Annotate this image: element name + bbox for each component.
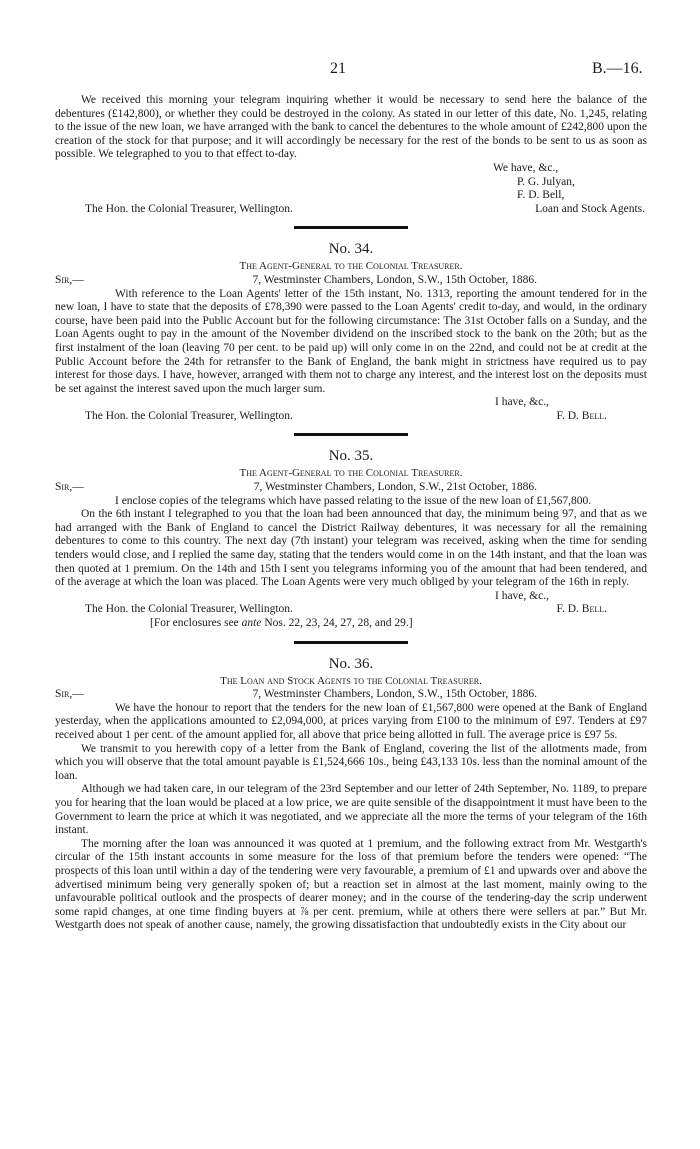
recipient: The Hon. the Colonial Treasurer, Wellington.	[85, 409, 293, 422]
document-body	[55, 58, 647, 933]
salutation: Sir,—	[55, 481, 84, 494]
salutation: Sir,—	[55, 273, 84, 286]
enclosure-note-ante: ante	[241, 617, 262, 629]
section-divider	[294, 226, 408, 229]
section-divider	[294, 641, 408, 644]
closing: I have, &c.,	[495, 589, 549, 602]
letter-number: No. 34.	[328, 241, 374, 258]
letter-number: No. 36.	[328, 655, 374, 672]
recipient: The Hon. the Colonial Treasurer, Wellington.	[85, 603, 293, 616]
intro-closing: We have, &c.,	[493, 161, 559, 174]
place-date: 7, Westminster Chambers, London, S.W., 15th October, 1886.	[252, 688, 537, 701]
letter-paragraph: We transmit to you herewith copy of a letter from the Bank of England, covering the list of the allotments made, from which you will observe that the total amount payable is £1,524,666 10s., being £43,133 10s. less than the nominal amount of the loan.	[55, 742, 647, 782]
intro-signers-title: Loan and Stock Agents.	[535, 202, 645, 215]
letter-paragraph: Although we had taken care, in our telegram of the 23rd September and our letter of 24th September, No. 1189, to prepare you for hearing that the loan would be placed at a low price, we are quite sensible of the disappointment it must have been to the Government to learn the price at which it was negotiated, and we appreciate all the more the terms of your telegram of the 16th instant.	[55, 783, 647, 837]
letter-heading: The Loan and Stock Agents to the Colonial Treasurer.	[220, 674, 482, 687]
signature: F. D. Bell.	[556, 603, 607, 616]
letter-paragraph: On the 6th instant I telegraphed to you that the loan had been announced that day, the minimum being 97, and that as we had arranged with the Bank of England to cancel the District Railway debentures, it was necessary for all the remaining debentures to come to this country. The next day (7th instant) your telegram was received, asking when the time for sending tenders would close, and I replied the same day, stating that the tenders would come in on the 14th instant, and that the loan was then quoted at 1 premium. On the 14th and 15th I sent you telegrams informing you of the amount that had been tendered, and of the average at which the loan was placed. The Loan Agents were very much obliged by your telegram of the 16th in reply.	[55, 508, 647, 589]
letter-heading: The Agent-General to the Colonial Treasurer.	[239, 467, 463, 480]
page-number: 21	[330, 60, 346, 77]
letter-paragraph: With reference to the Loan Agents' letter of the 15th instant, No. 1313, reporting the amount tendered for in the new loan, I have to state that the deposits of £78,390 were passed to the Loan Agents' credit to-day, and would, in the ordinary course, have been paid into the Public Account but for the following circumstance: The 31st October falls on a Sunday, and the Loan Agents ought to pay in the amount of the November dividend on the inscribed stock to the bank on the 20th; but as the first instalment of the loan (leaving 70 per cent. to be paid up) will only come in on the 22nd, and could not be at credit at the Public Account before the 24th for retransfer to the Bank of England, the bank might in strictness have required us to pay interest for those days. I have, however, arranged with them not to charge any interest, and the interest lost on the deposits must be set against the interest saved upon the much larger sum.	[55, 287, 647, 395]
letter-paragraph: The morning after the loan was announced it was quoted at 1 premium, and the following extract from Mr. Westgarth's circular of the 15th instant accounts in some measure for the loss of that premium before the tenders were opened: “The prospects of this loan until within a day of the tendering were very favourable, a premium of £1 and upwards over and above the advertised minimum being very generally spoken of; but a reaction set in almost at the last moment, mainly owing to the unfavourable political outlook and the prospects of dearer money; and in the course of the tendering-day the scrip underwent some rapid changes, at one time finding buyers at ⅞ per cent. premium, while at others there were sellers at par.” But Mr. Westgarth does not speak of another cause, namely, the growing dissatisfaction that undoubtedly exists in the City about our	[55, 837, 647, 932]
letter-heading: The Agent-General to the Colonial Treasurer.	[239, 260, 463, 273]
letter-paragraph: I enclose copies of the telegrams which have passed relating to the issue of the new loan of £1,567,800.	[115, 494, 592, 507]
salutation: Sir,—	[55, 688, 84, 701]
intro-letter	[55, 94, 647, 216]
intro-signature-a: P. G. Julyan,	[517, 175, 575, 188]
place-date: 7, Westminster Chambers, London, S.W., 21st October, 1886.	[253, 481, 537, 494]
letter-36	[55, 655, 647, 933]
intro-paragraph: We received this morning your telegram inquiring whether it would be necessary to send here the balance of the debentures (£142,800), or whether they could be destroyed in the colony. As stated in our letter of this date, No. 1,245, relating to the issue of the new loan, we have arranged with the bank to cancel the debentures to the whole amount of £242,800 upon the creation of the stock for that purpose; and it will accordingly be necessary for the rest of the bonds to be sent to us as soon as possible. We telegraphed to you to that effect to-day.	[55, 94, 647, 161]
signature: F. D. Bell.	[556, 409, 607, 422]
enclosure-note-post: Nos. 22, 23, 24, 27, 28, and 29.]	[261, 617, 413, 629]
letter-paragraph: We have the honour to report that the tenders for the new loan of £1,567,800 were opened at the Bank of England yesterday, when the applications amounted to £2,094,000, at prices varying from £100 to the minimum of £97. Tenders at £97 received about 1 per cent. of the amount applied for, all above that price being allotted in full. The average price is £97 5s.	[55, 701, 647, 741]
letter-34	[55, 240, 647, 423]
session-reference: B.—16.	[592, 60, 643, 77]
enclosure-note	[150, 617, 647, 631]
letter-number: No. 35.	[328, 448, 374, 465]
place-date: 7, Westminster Chambers, London, S.W., 15th October, 1886.	[252, 273, 537, 286]
enclosure-note-pre: [For enclosures see	[150, 617, 242, 629]
intro-recipient: The Hon. the Colonial Treasurer, Wellington.	[85, 202, 293, 215]
section-divider	[294, 433, 408, 436]
intro-signature-b: F. D. Bell,	[517, 189, 565, 202]
letter-35	[55, 447, 647, 630]
closing: I have, &c.,	[495, 396, 549, 409]
